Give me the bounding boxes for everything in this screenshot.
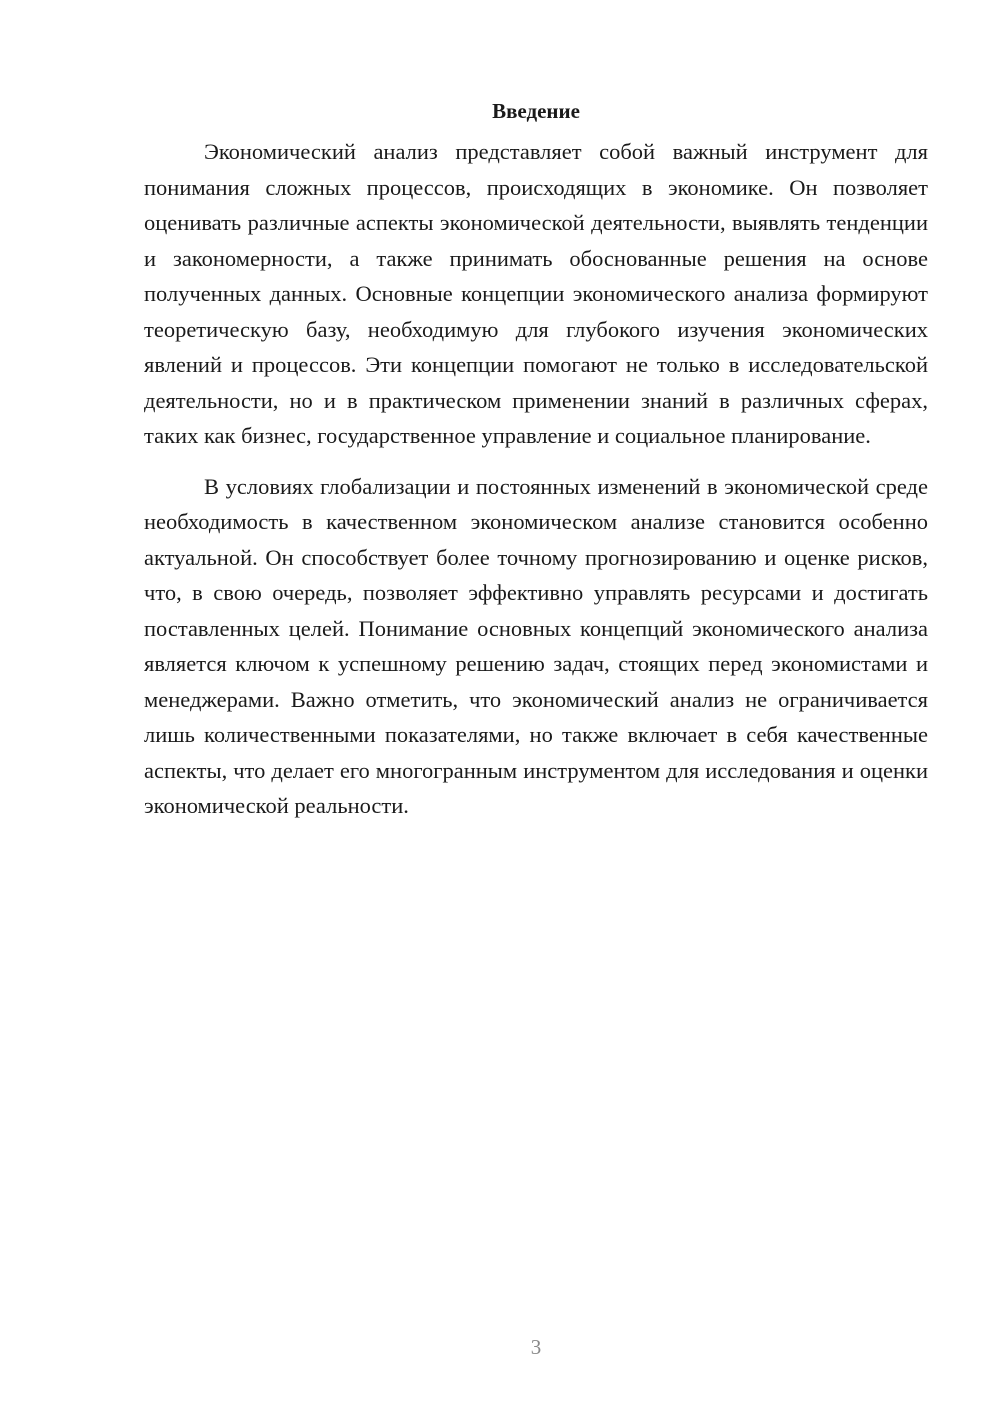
page-content: [144, 96, 928, 824]
paragraph-intro: Экономический анализ представляет собой важный инструмент для понимания сложных процессов, происходящих в экономике. Он позволяет оценивать различные аспекты экономической деятельности, выявлять тенденции и закономерности, а также принимать обоснованные решения на основе полученных данных. Основные концепции экономического анализа формируют теоретическую базу, необходимую для глубокого изучения экономических явлений и процессов. Эти концепции помогают не только в исследовательской деятельности, но и в практическом применении знаний в различных сферах, таких как бизнес, государственное управление и социальное планирование.: [144, 139, 928, 448]
page-number: 3: [530, 1335, 542, 1359]
section-heading: Введение: [492, 99, 580, 123]
paragraph-globalization: В условиях глобализации и постоянных изменений в экономической среде необходимость в качественном экономическом анализе становится особенно актуальной. Он способствует более точному прогнозированию и оценке рисков, что, в свою очередь, позволяет эффективно управлять ресурсами и достигать поставленных целей. Понимание основных концепций экономического анализа является ключом к успешному решению задач, стоящих перед экономистами и менеджерами. Важно отметить, что экономический анализ не ограничивается лишь количественными показателями, но также включает в себя качественные аспекты, что делает его многогранным инструментом для исследования и оценки экономической реальности.: [144, 473, 928, 818]
